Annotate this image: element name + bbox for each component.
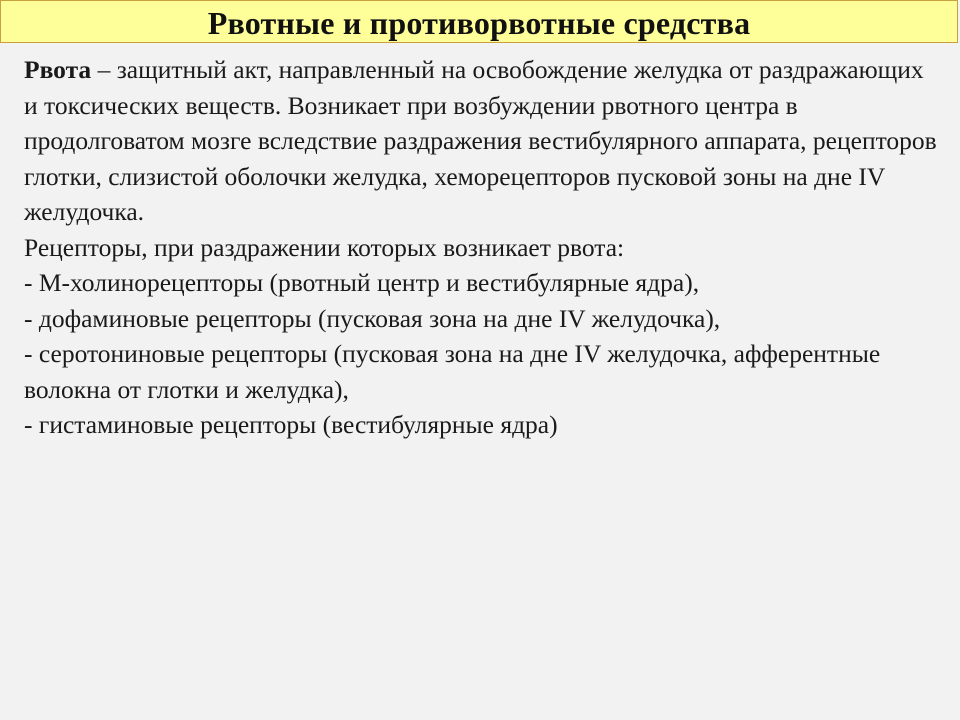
definition-text: – защитный акт, направленный на освобождение желудка от раздражающих и токсических веществ. Возникает при возбуждении рвотного центра в продолговатом мозге вследствие раздражения вестибулярного аппарата, рецепторов глотки, слизистой оболочки желудка, хеморецепторов пусковой зоны на дне IV желудочка. [24,55,937,226]
title-bar [0,0,958,43]
slide-title: Рвотные и противорвотные средства [207,4,751,41]
receptor-item-histamine: - гистаминовые рецепторы (вестибулярные ядра) [24,410,558,439]
definition-term: Рвота [24,55,92,84]
slide-body [24,52,939,443]
definition-paragraph [24,52,939,230]
receptors-intro: Рецепторы, при раздражении которых возникает рвота: [24,232,625,262]
receptor-item-m-cholinergic: - М-холинорецепторы (рвотный центр и вестибулярные ядра), [24,268,700,297]
receptor-item-dopamine: - дофаминовые рецепторы (пусковая зона на дне IV желудочка), [24,303,721,333]
receptor-item-serotonin: - серотониновые рецепторы (пусковая зона на дне IV желудочка, афферентные волокна от глотки и желудка), [24,339,881,404]
